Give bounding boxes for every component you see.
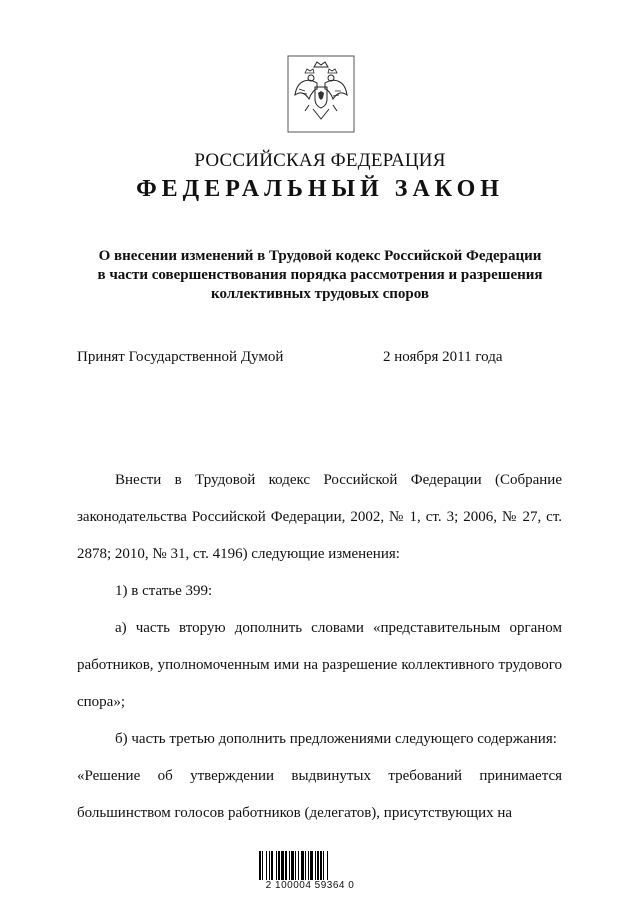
adopted-by: Принят Государственной Думой [77,349,284,365]
law-title-line: в части совершенствования порядка рассмотрения и разрешения [97,267,543,283]
body-paragraph: Внести в Трудовой кодекс Российской Федерации (Собрание законодательства Российской Федерации, 2002, № 1, ст. 3; 2006, № 27, ст. 2878; 2010, № 31, ст. 4196) следующие изменения: [77,472,562,562]
document-type: ФЕДЕРАЛЬНЫЙ ЗАКОН [136,176,504,202]
body-paragraph: «Решение об утверждении выдвинутых требований принимается большинством голосов работников (делегатов), присутствующих на [77,768,562,821]
law-body [77,462,562,832]
law-title-line: О внесении изменений в Трудовой кодекс Российской Федерации [98,248,542,264]
coat-of-arms-icon [287,55,355,133]
body-paragraph: б) часть третью дополнить предложениями следующего содержания: [115,731,557,747]
body-paragraph: 1) в статье 399: [115,583,213,599]
country-name: РОССИЙСКАЯ ФЕДЕРАЦИЯ [194,150,446,171]
law-title-line: коллективных трудовых споров [211,286,429,302]
barcode-number: 2 100004 59364 0 [245,880,375,891]
adoption-date: 2 ноября 2011 года [383,349,503,365]
body-paragraph: а) часть вторую дополнить словами «представительным органом работников, уполномоченным ими на разрешение коллективного трудового спора»; [77,620,562,710]
law-title [60,247,580,304]
